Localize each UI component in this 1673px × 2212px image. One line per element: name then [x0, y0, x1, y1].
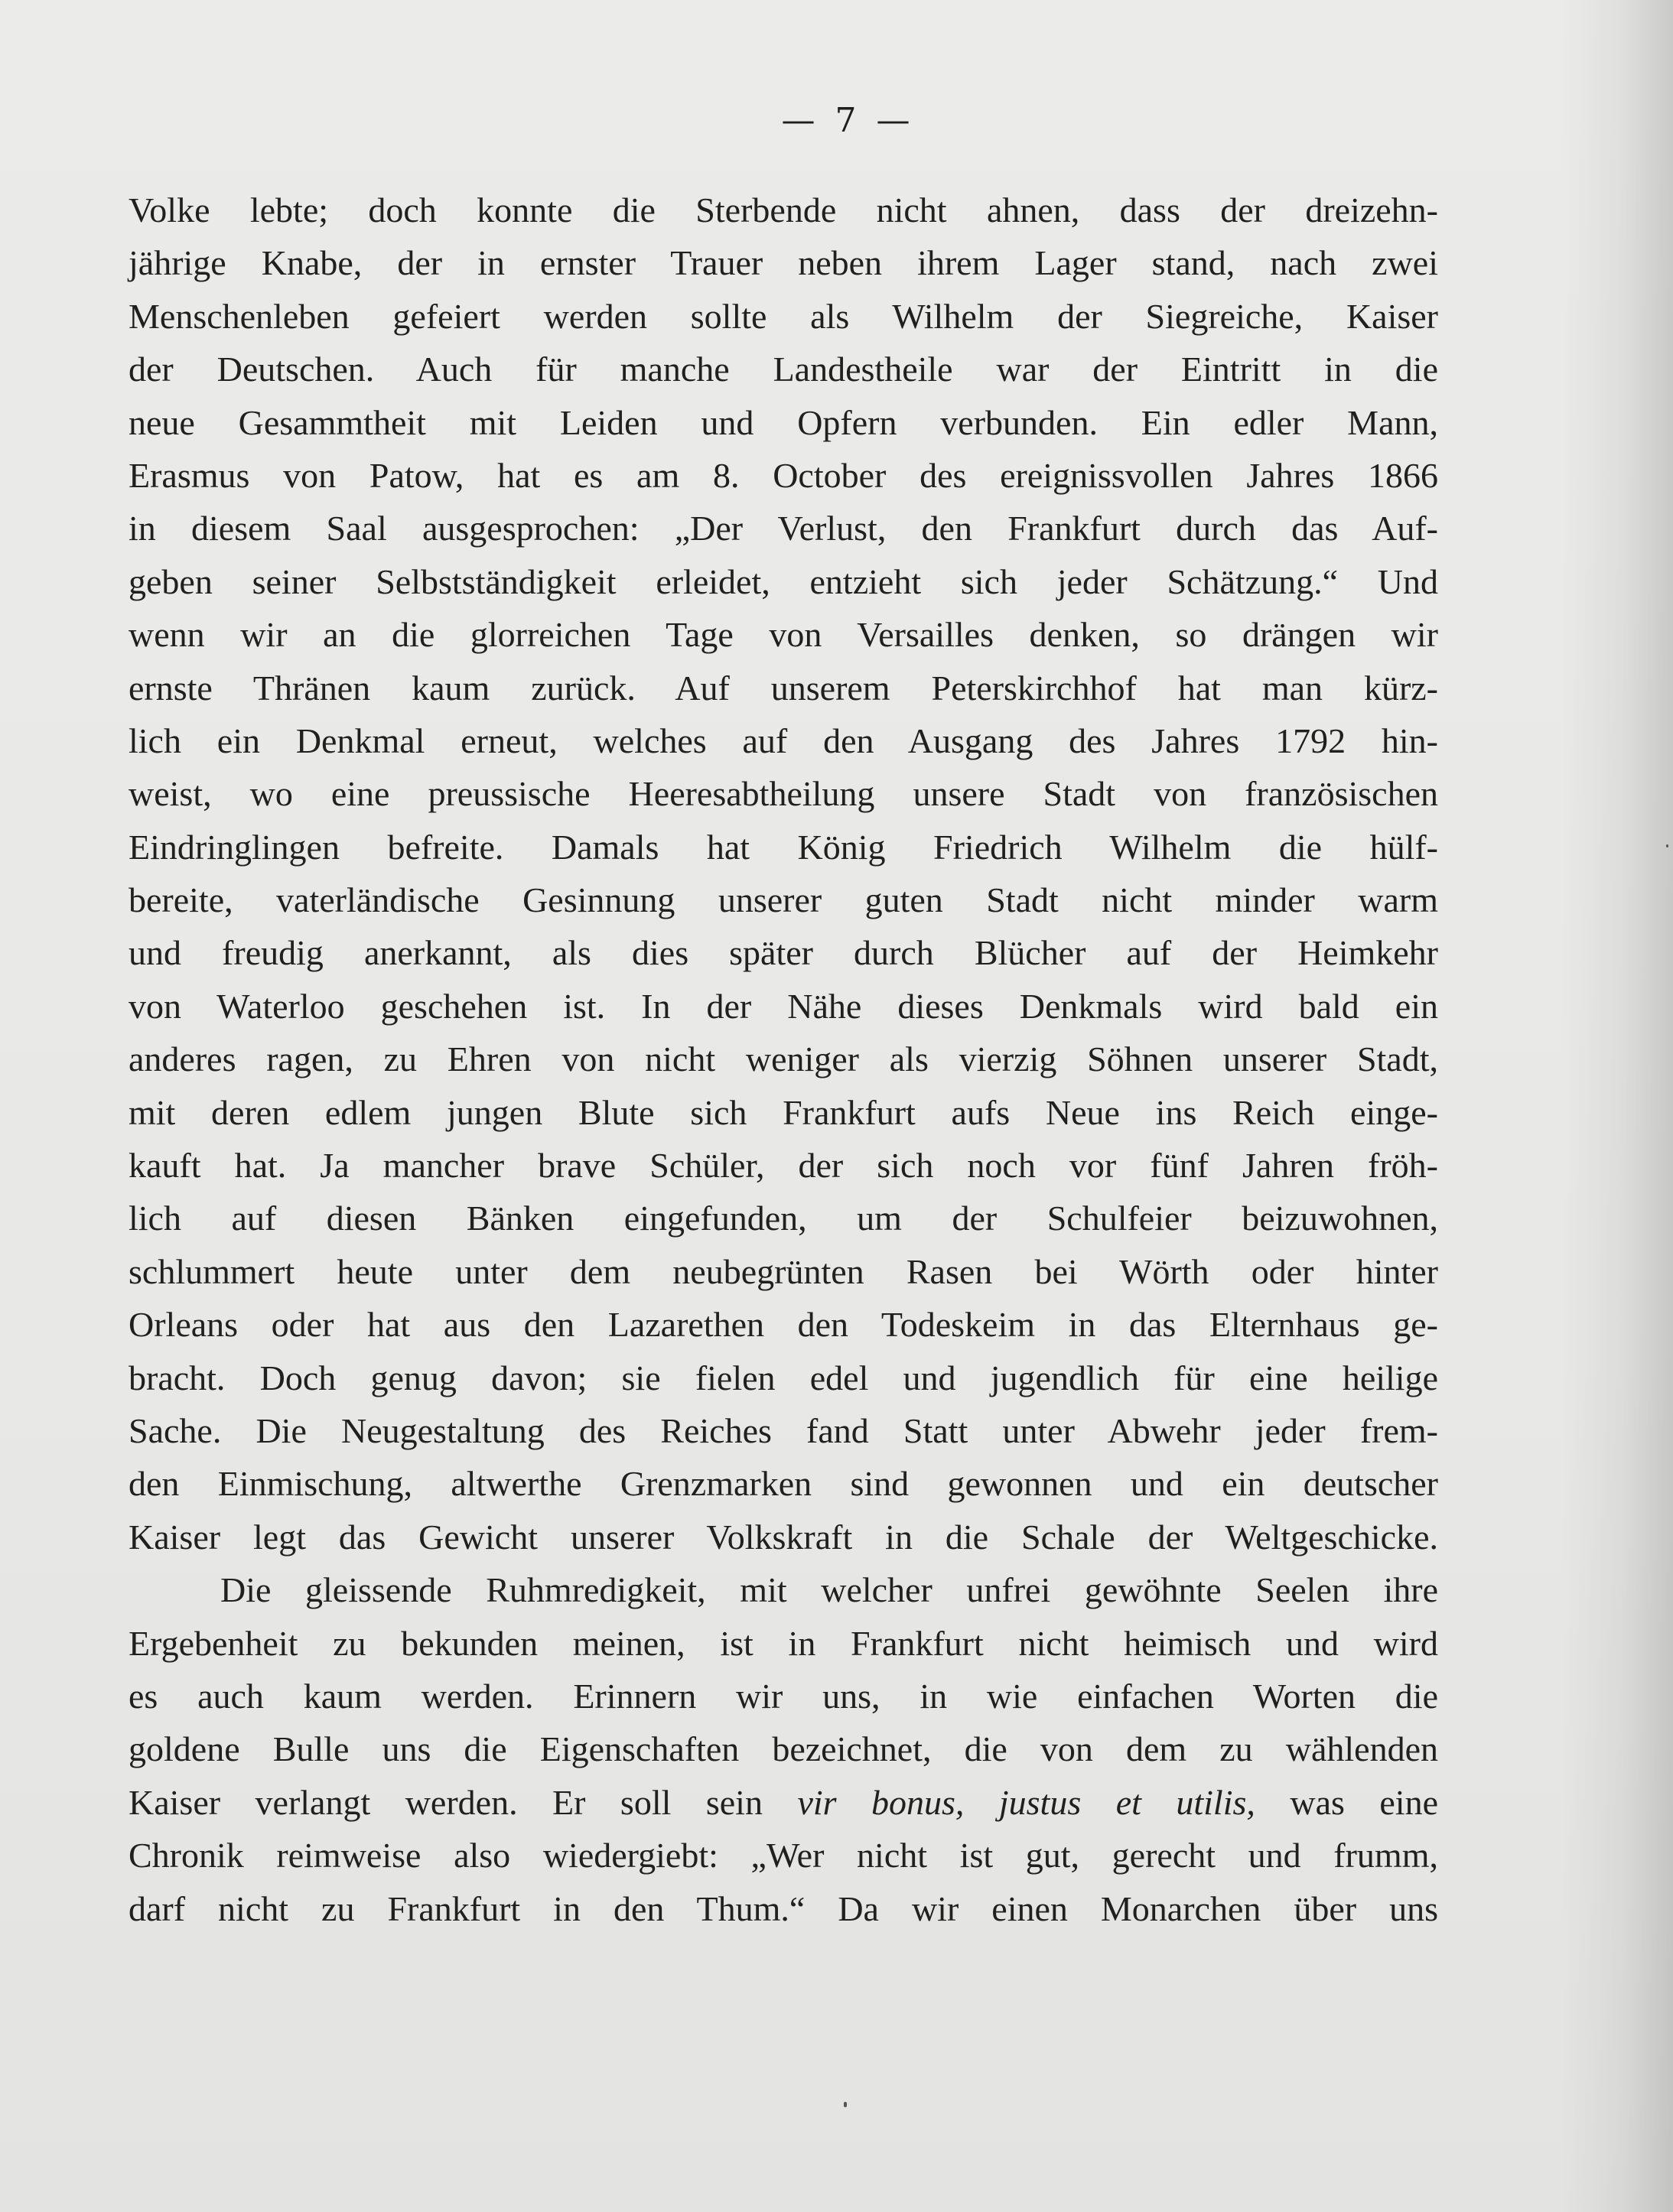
paragraph-end-line: Kaiser legt das Gewicht unserer Volkskraft in die Schale der Weltgeschicke.	[129, 1517, 1438, 1557]
text-line: weist, wo eine preussische Heeresabtheilung unsere Stadt von französischen	[129, 774, 1438, 814]
text-line: Eindringlingen befreite. Damals hat König Friedrich Wilhelm die hülf-	[129, 827, 1438, 867]
paragraph-start-line: Die gleissende Ruhmredigkeit, mit welcher unfrei gewöhnte Seelen ihre	[220, 1570, 1438, 1610]
text-segment: was eine	[1255, 1782, 1438, 1822]
text-line: darf nicht zu Frankfurt in den Thum.“ Da wir einen Monarchen über uns	[129, 1888, 1438, 1928]
text-line: Chronik reimweise also wiedergiebt: „Wer nicht ist gut, gerecht und frumm,	[129, 1836, 1438, 1875]
text-line: Orleans oder hat aus den Lazarethen den Todeskeim in das Elternhaus ge-	[129, 1305, 1438, 1345]
text-line: es auch kaum werden. Erinnern wir uns, in wie einfachen Worten die	[129, 1676, 1438, 1716]
text-line: und freudig anerkannt, als dies später durch Blücher auf der Heimkehr	[129, 933, 1438, 973]
text-line: mit deren edlem jungen Blute sich Frankfurt aufs Neue ins Reich einge-	[129, 1092, 1438, 1132]
print-speck	[844, 2102, 847, 2107]
text-line: Menschenleben gefeiert werden sollte als Wilhelm der Siegreiche, Kaiser	[129, 296, 1438, 336]
text-line-with-latin	[129, 1776, 1438, 1829]
text-line: neue Gesammtheit mit Leiden und Opfern verbunden. Ein edler Mann,	[129, 402, 1438, 442]
text-line: bracht. Doch genug davon; sie fielen edel und jugendlich für eine heilige	[129, 1358, 1438, 1397]
text-line: Erasmus von Patow, hat es am 8. October des ereignissvollen Jahres 1866	[129, 455, 1438, 495]
text-line: schlummert heute unter dem neubegrünten Rasen bei Wörth oder hinter	[129, 1251, 1438, 1291]
text-line: Sache. Die Neugestaltung des Reiches fand Statt unter Abwehr jeder frem-	[129, 1410, 1438, 1450]
text-line: der Deutschen. Auch für manche Landestheile war der Eintritt in die	[129, 350, 1438, 389]
text-line: goldene Bulle uns die Eigenschaften bezeichnet, die von dem zu wählenden	[129, 1729, 1438, 1769]
text-segment: Kaiser verlangt werden. Er soll sein	[129, 1782, 798, 1822]
text-line: bereite, vaterländische Gesinnung unserer guten Stadt nicht minder warm	[129, 880, 1438, 920]
text-line: jährige Knabe, der in ernster Trauer neben ihrem Lager stand, nach zwei	[129, 243, 1438, 283]
text-line: in diesem Saal ausgesprochen: „Der Verlust, den Frankfurt durch das Auf-	[129, 509, 1438, 548]
text-line: geben seiner Selbstständigkeit erleidet, entzieht sich jeder Schätzung.“ Und	[129, 561, 1438, 601]
text-line: lich ein Denkmal erneut, welches auf den Ausgang des Jahres 1792 hin-	[129, 721, 1438, 760]
text-line: den Einmischung, altwerthe Grenzmarken sind gewonnen und ein deutscher	[129, 1464, 1438, 1504]
text-line: anderes ragen, zu Ehren von nicht weniger als vierzig Söhnen unserer Stadt,	[129, 1039, 1438, 1079]
text-line: Ergebenheit zu bekunden meinen, ist in Frankfurt nicht heimisch und wird	[129, 1623, 1438, 1663]
text-line: Volke lebte; doch konnte die Sterbende nicht ahnen, dass der dreizehn-	[129, 190, 1438, 229]
print-speck	[1666, 844, 1668, 847]
text-line: lich auf diesen Bänken eingefunden, um der Schulfeier beizuwohnen,	[129, 1199, 1438, 1238]
text-line: von Waterloo geschehen ist. In der Nähe dieses Denkmals wird bald ein	[129, 986, 1438, 1026]
latin-quote: vir bonus, justus et utilis,	[797, 1782, 1255, 1822]
page-number: — 7 —	[781, 101, 915, 140]
text-line: ernste Thränen kaum zurück. Auf unserem Peterskirchhof hat man kürz-	[129, 668, 1438, 708]
text-line: wenn wir an die glorreichen Tage von Versailles denken, so drängen wir	[129, 615, 1438, 655]
text-line: kauft hat. Ja mancher brave Schüler, der sich noch vor fünf Jahren fröh-	[129, 1146, 1438, 1186]
body-text	[129, 184, 1438, 1935]
